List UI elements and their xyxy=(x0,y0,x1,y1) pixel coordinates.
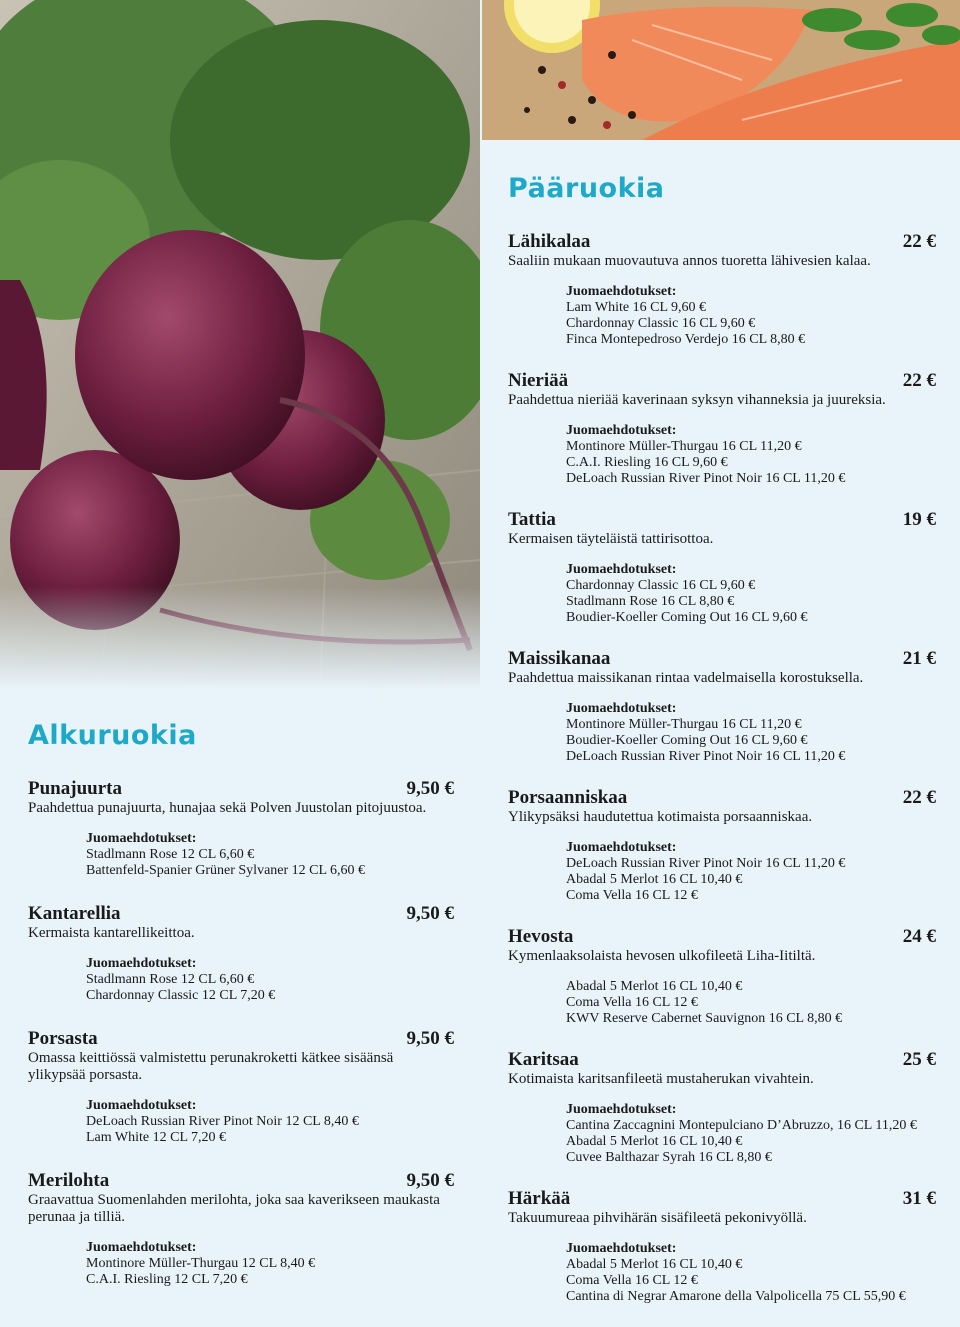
wine-pairing-item: Chardonnay Classic 16 CL 9,60 € xyxy=(566,578,756,593)
dish-price: 21 € xyxy=(902,648,936,669)
wine-pairings-label: Juomaehdotukset: xyxy=(566,562,677,577)
wine-pairings xyxy=(566,1102,936,1166)
main-courses-list xyxy=(508,231,936,1327)
wine-pairing-item: Stadlmann Rose 12 CL 6,60 € xyxy=(86,847,255,862)
dish-description: Paahdettua maissikanan rintaa vadelmaisella korostuksella. xyxy=(508,670,864,686)
wine-pairings xyxy=(566,840,936,904)
wine-pairing-item: Finca Montepedroso Verdejo 16 CL 8,80 € xyxy=(566,332,806,347)
dish-name: Karitsaa xyxy=(508,1049,579,1070)
dish-name: Porsaanniskaa xyxy=(508,787,628,808)
wine-pairing-item: DeLoach Russian River Pinot Noir 12 CL 8,40 € xyxy=(86,1114,359,1129)
dish-price: 22 € xyxy=(902,370,936,391)
dish-name: Kantarellia xyxy=(28,903,121,924)
dish-item xyxy=(508,370,936,487)
wine-pairings-label: Juomaehdotukset: xyxy=(86,956,197,971)
wine-pairing-item: DeLoach Russian River Pinot Noir 16 CL 11,20 € xyxy=(566,471,846,486)
dish-price: 25 € xyxy=(902,1049,936,1070)
dish-price: 9,50 € xyxy=(406,778,454,799)
dish-item xyxy=(508,509,936,626)
dish-item xyxy=(508,787,936,904)
wine-pairing-item: Cantina Zaccagnini Montepulciano D’Abruzzo, 16 CL 11,20 € xyxy=(566,1118,917,1133)
wine-pairing-item: Chardonnay Classic 12 CL 7,20 € xyxy=(86,988,276,1003)
dish-item xyxy=(508,1049,936,1166)
wine-pairing-item: Stadlmann Rose 16 CL 8,80 € xyxy=(566,594,735,609)
beetroot-photo xyxy=(0,0,480,690)
dish-price: 31 € xyxy=(902,1188,936,1209)
dish-name: Lähikalaa xyxy=(508,231,591,252)
dish-price: 9,50 € xyxy=(406,1028,454,1049)
wine-pairings xyxy=(566,562,936,626)
wine-pairings xyxy=(566,284,936,348)
dish-name: Hevosta xyxy=(508,926,574,947)
wine-pairing-item: Coma Vella 16 CL 12 € xyxy=(566,995,698,1010)
dish-header xyxy=(508,509,936,531)
wine-pairing-item: Abadal 5 Merlot 16 CL 10,40 € xyxy=(566,979,743,994)
main-courses-title: Pääruokia xyxy=(508,173,665,204)
dish-description: Kermaista kantarellikeittoa. xyxy=(28,925,195,941)
dish-description: Graavattua Suomenlahden merilohta, joka saa kaverikseen maukasta perunaa ja tilliä. xyxy=(28,1192,440,1225)
dish-price: 9,50 € xyxy=(406,903,454,924)
dish-description: Takuumureaa pihvihärän sisäfileetä pekonivyöllä. xyxy=(508,1210,807,1226)
wine-pairings-label: Juomaehdotukset: xyxy=(566,1102,677,1117)
wine-pairings-label: Juomaehdotukset: xyxy=(566,840,677,855)
wine-pairings xyxy=(566,701,936,765)
wine-pairing-item: Lam White 12 CL 7,20 € xyxy=(86,1130,226,1145)
dish-item xyxy=(28,903,454,1004)
wine-pairings xyxy=(566,979,936,1027)
wine-pairings-label: Juomaehdotukset: xyxy=(86,831,197,846)
dish-name: Punajuurta xyxy=(28,778,122,799)
dish-name: Maissikanaa xyxy=(508,648,611,669)
dish-description: Paahdettua punajuurta, hunajaa sekä Polven Juustolan pitojuustoa. xyxy=(28,800,427,816)
wine-pairing-item: Coma Vella 16 CL 12 € xyxy=(566,1273,698,1288)
dish-name: Merilohta xyxy=(28,1170,110,1191)
dish-header xyxy=(28,778,454,800)
wine-pairing-item: Abadal 5 Merlot 16 CL 10,40 € xyxy=(566,1134,743,1149)
dish-header xyxy=(28,1028,454,1050)
wine-pairings xyxy=(86,1098,454,1146)
dish-name: Härkää xyxy=(508,1188,571,1209)
wine-pairings xyxy=(566,423,936,487)
wine-pairing-item: Boudier-Koeller Coming Out 16 CL 9,60 € xyxy=(566,610,808,625)
dish-description: Kymenlaaksolaista hevosen ulkofileetä Liha-Iitiltä. xyxy=(508,948,816,964)
wine-pairing-item: Montinore Müller-Thurgau 12 CL 8,40 € xyxy=(86,1256,316,1271)
dish-header xyxy=(508,926,936,948)
dish-description: Ylikypsäksi haudutettua kotimaista porsaanniskaa. xyxy=(508,809,813,825)
dish-price: 19 € xyxy=(902,509,936,530)
dish-header xyxy=(508,370,936,392)
wine-pairings-label: Juomaehdotukset: xyxy=(566,701,677,716)
dish-header xyxy=(28,1170,454,1192)
wine-pairing-item: Montinore Müller-Thurgau 16 CL 11,20 € xyxy=(566,439,802,454)
wine-pairings xyxy=(86,1240,454,1288)
dish-item xyxy=(508,648,936,765)
dish-description: Kermaisen täyteläistä tattirisottoa. xyxy=(508,531,714,547)
salmon-photo xyxy=(482,0,960,140)
starters-list xyxy=(28,778,454,1312)
dish-item xyxy=(28,1028,454,1146)
dish-item xyxy=(28,1170,454,1288)
dish-description: Omassa keittiössä valmistettu perunakroketti kätkee sisäänsä ylikypsää porsasta. xyxy=(28,1050,394,1083)
dish-item xyxy=(508,926,936,1027)
wine-pairing-item: Abadal 5 Merlot 16 CL 10,40 € xyxy=(566,872,743,887)
dish-header xyxy=(508,1049,936,1071)
wine-pairing-item: DeLoach Russian River Pinot Noir 16 CL 11,20 € xyxy=(566,856,846,871)
wine-pairing-item: DeLoach Russian River Pinot Noir 16 CL 11,20 € xyxy=(566,749,846,764)
wine-pairings-label: Juomaehdotukset: xyxy=(566,1241,677,1256)
dish-description: Saaliin mukaan muovautuva annos tuoretta lähivesien kalaa. xyxy=(508,253,871,269)
dish-name: Nieriää xyxy=(508,370,569,391)
dish-name: Porsasta xyxy=(28,1028,98,1049)
wine-pairing-item: Montinore Müller-Thurgau 16 CL 11,20 € xyxy=(566,717,802,732)
dish-price: 22 € xyxy=(902,231,936,252)
wine-pairing-item: Battenfeld-Spanier Grüner Sylvaner 12 CL 6,60 € xyxy=(86,863,366,878)
dish-description: Kotimaista karitsanfileetä mustaherukan vivahtein. xyxy=(508,1071,814,1087)
wine-pairing-item: C.A.I. Riesling 12 CL 7,20 € xyxy=(86,1272,248,1287)
wine-pairing-item: Coma Vella 16 CL 12 € xyxy=(566,888,698,903)
wine-pairings xyxy=(86,956,454,1004)
wine-pairing-item: Lam White 16 CL 9,60 € xyxy=(566,300,706,315)
wine-pairings-label: Juomaehdotukset: xyxy=(86,1240,197,1255)
wine-pairings-label: Juomaehdotukset: xyxy=(566,423,677,438)
dish-header xyxy=(508,648,936,670)
wine-pairing-item: C.A.I. Riesling 16 CL 9,60 € xyxy=(566,455,728,470)
dish-name: Tattia xyxy=(508,509,556,530)
wine-pairings-label: Juomaehdotukset: xyxy=(86,1098,197,1113)
wine-pairings-label: Juomaehdotukset: xyxy=(566,284,677,299)
dish-price: 22 € xyxy=(902,787,936,808)
dish-item xyxy=(508,1188,936,1305)
wine-pairing-item: Cantina di Negrar Amarone della Valpolicella 75 CL 55,90 € xyxy=(566,1289,906,1304)
dish-price: 24 € xyxy=(902,926,936,947)
wine-pairing-item: Chardonnay Classic 16 CL 9,60 € xyxy=(566,316,756,331)
wine-pairing-item: KWV Reserve Cabernet Sauvignon 16 CL 8,80 € xyxy=(566,1011,843,1026)
dish-item xyxy=(508,231,936,348)
dish-description: Paahdettua nieriää kaverinaan syksyn vihanneksia ja juureksia. xyxy=(508,392,886,408)
dish-header xyxy=(508,231,936,253)
wine-pairing-item: Stadlmann Rose 12 CL 6,60 € xyxy=(86,972,255,987)
dish-header xyxy=(28,903,454,925)
wine-pairing-item: Abadal 5 Merlot 16 CL 10,40 € xyxy=(566,1257,743,1272)
dish-item xyxy=(28,778,454,879)
wine-pairing-item: Cuvee Balthazar Syrah 16 CL 8,80 € xyxy=(566,1150,772,1165)
wine-pairings xyxy=(566,1241,936,1305)
dish-header xyxy=(508,787,936,809)
dish-price: 9,50 € xyxy=(406,1170,454,1191)
wine-pairings xyxy=(86,831,454,879)
dish-header xyxy=(508,1188,936,1210)
starters-title: Alkuruokia xyxy=(28,720,197,751)
wine-pairing-item: Boudier-Koeller Coming Out 16 CL 9,60 € xyxy=(566,733,808,748)
